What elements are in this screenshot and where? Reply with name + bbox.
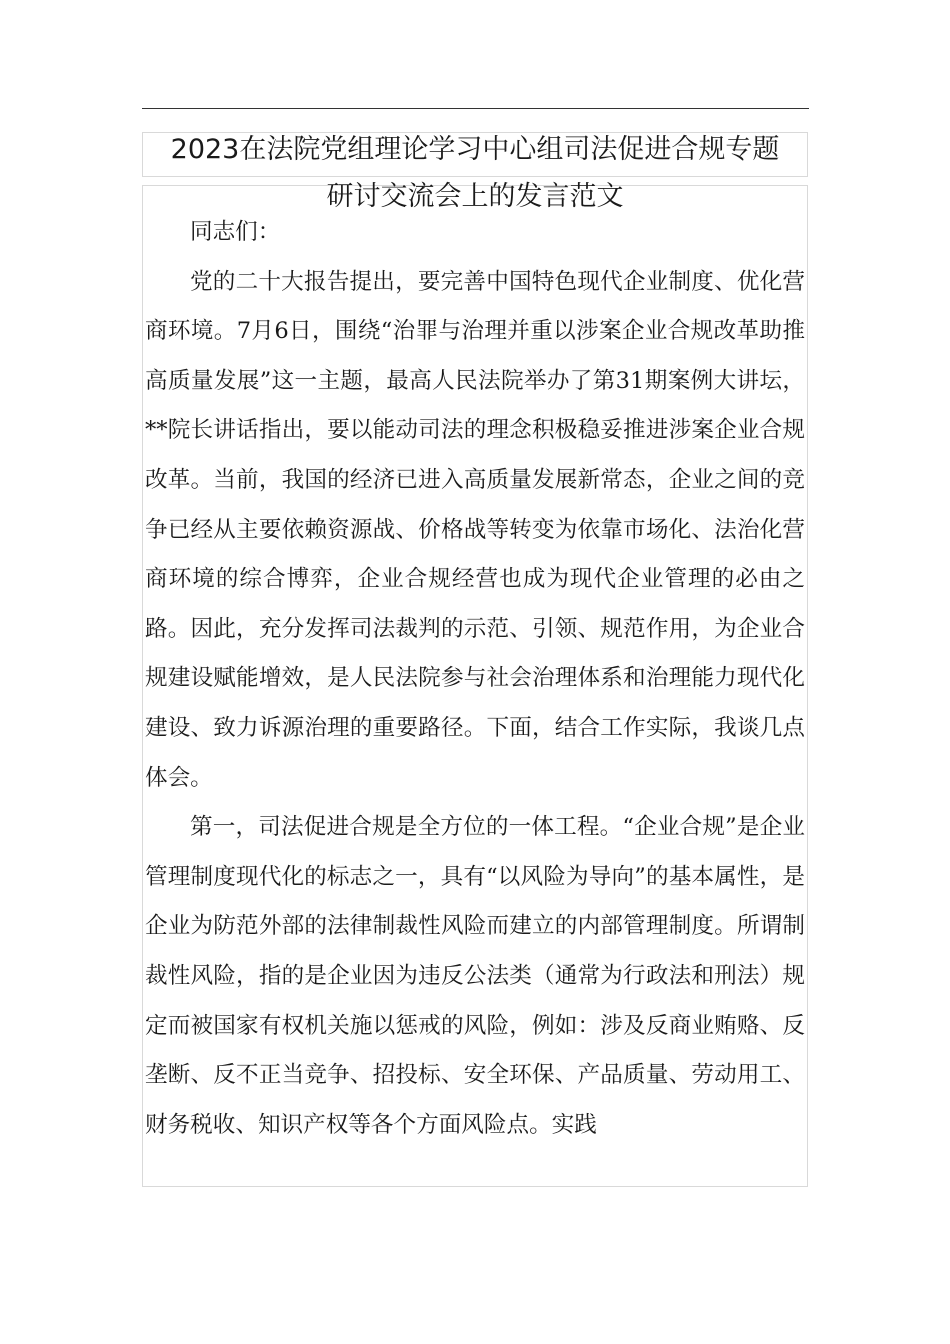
paragraph: 党的二十大报告提出，要完善中国特色现代企业制度、优化营商环境。7月6日，围绕“治罪与治理并重以涉案企业合规改革助推高质量发展”这一主题，最高人民法院举办了第31期案例大讲坛，**院长讲话指出，要以能动司法的理念积极稳妥推进涉案企业合规改革。当前，我国的经济已进入高质量发展新常态，企业之间的竞争已经从主要依赖资源战、价格战等转变为依靠市场化、法治化营商环境的综合博弈，企业合规经营也成为现代企业管理的必由之路。因此，充分发挥司法裁判的示范、引领、规范作用，为企业合规建设赋能增效，是人民法院参与社会治理体系和治理能力现代化建设、致力诉源治理的重要路径。下面，结合工作实际，我谈几点体会。 — [145, 268, 805, 791]
document-title — [142, 126, 808, 220]
title-line-2: 研讨交流会上的发言范文 — [326, 181, 624, 212]
title-line-1: 2023在法院党组理论学习中心组司法促进合规专题 — [170, 134, 780, 165]
header-rule — [142, 108, 809, 109]
salutation: 同志们： — [190, 219, 281, 245]
paragraph: 第一，司法促进合规是全方位的一体工程。“企业合规”是企业管理制度现代化的标志之一，具有“以风险为导向”的基本属性，是企业为防范外部的法律制裁性风险而建立的内部管理制度。所谓制裁性风险，指的是企业因为违反公法类（通常为行政法和刑法）规定而被国家有权机关施以惩戒的风险，例如：涉及反商业贿赂、反垄断、反不正当竞争、招投标、安全环保、产品质量、劳动用工、财务税收、知识产权等各个方面风险点。实践 — [145, 814, 805, 1138]
document-body — [145, 208, 805, 1150]
